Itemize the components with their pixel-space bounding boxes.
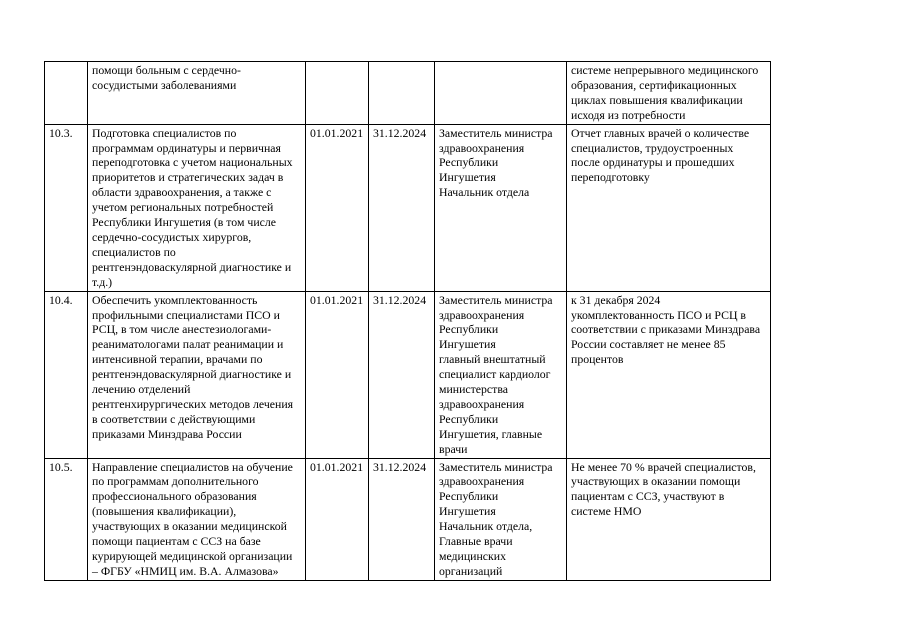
item-name-cell: Направление специалистов на обучение по программам дополнительного профессионального образования (повышения квалификации), участвующих в оказании медицинской помощи пациентам с ССЗ на базе курирующей медицинской организации – ФГБУ «НМИЦ им. В.А. Алмазова»	[88, 458, 306, 580]
table-row-10-4	[45, 291, 771, 458]
result-cell: Не менее 70 % врачей специалистов, участвующих в оказании помощи пациентам с ССЗ, участвуют в системе НМО	[567, 458, 771, 580]
start-date-cell: 01.01.2021	[306, 124, 369, 291]
action-plan-table	[44, 61, 771, 581]
item-name-cell: Подготовка специалистов по программам ординатуры и первичная переподготовка с учетом национальных приоритетов и стратегических задач в области здравоохранения, а также с учетом региональных потребностей Республики Ингушетия (в том числе сердечно-сосудистых хирургов, специалистов по рентгенэндоваскулярной диагностике и т.д.)	[88, 124, 306, 291]
result-cell: к 31 декабря 2024 укомплектованность ПСО и РСЦ в соответствии с приказами Минздрава России составляет не менее 85 процентов	[567, 291, 771, 458]
start-date-cell: 01.01.2021	[306, 458, 369, 580]
item-number-cell: 10.3.	[45, 124, 88, 291]
responsible-cell: Заместитель министра здравоохранения Республики Ингушетия главный внештатный специалист кардиолог министерства здравоохранения Республики Ингушетия, главные врачи	[435, 291, 567, 458]
item-number-cell	[45, 62, 88, 125]
item-number-cell: 10.5.	[45, 458, 88, 580]
item-number-cell: 10.4.	[45, 291, 88, 458]
end-date-cell: 31.12.2024	[369, 124, 435, 291]
table-row-continuation	[45, 62, 771, 125]
responsible-cell: Заместитель министра здравоохранения Республики Ингушетия Начальник отдела	[435, 124, 567, 291]
result-cell: системе непрерывного медицинского образования, сертификационных циклах повышения квалификации исходя из потребности	[567, 62, 771, 125]
start-date-cell: 01.01.2021	[306, 291, 369, 458]
item-name-cell: помощи больным с сердечно- сосудистыми заболеваниями	[88, 62, 306, 125]
responsible-cell	[435, 62, 567, 125]
item-name-cell: Обеспечить укомплектованность профильными специалистами ПСО и РСЦ, в том числе анестезиологами- реаниматологами палат реанимации и интенсивной терапии, врачами по рентгенэндоваскулярной диагностике и лечению отделений рентгенхирургических методов лечения в соответствии с действующими приказами Минздрава России	[88, 291, 306, 458]
end-date-cell: 31.12.2024	[369, 291, 435, 458]
end-date-cell	[369, 62, 435, 125]
table-row-10-3	[45, 124, 771, 291]
responsible-cell: Заместитель министра здравоохранения Республики Ингушетия Начальник отдела, Главные врачи медицинских организаций	[435, 458, 567, 580]
table-row-10-5	[45, 458, 771, 580]
end-date-cell: 31.12.2024	[369, 458, 435, 580]
start-date-cell	[306, 62, 369, 125]
result-cell: Отчет главных врачей о количестве специалистов, трудоустроенных после ординатуры и прошедших переподготовку	[567, 124, 771, 291]
